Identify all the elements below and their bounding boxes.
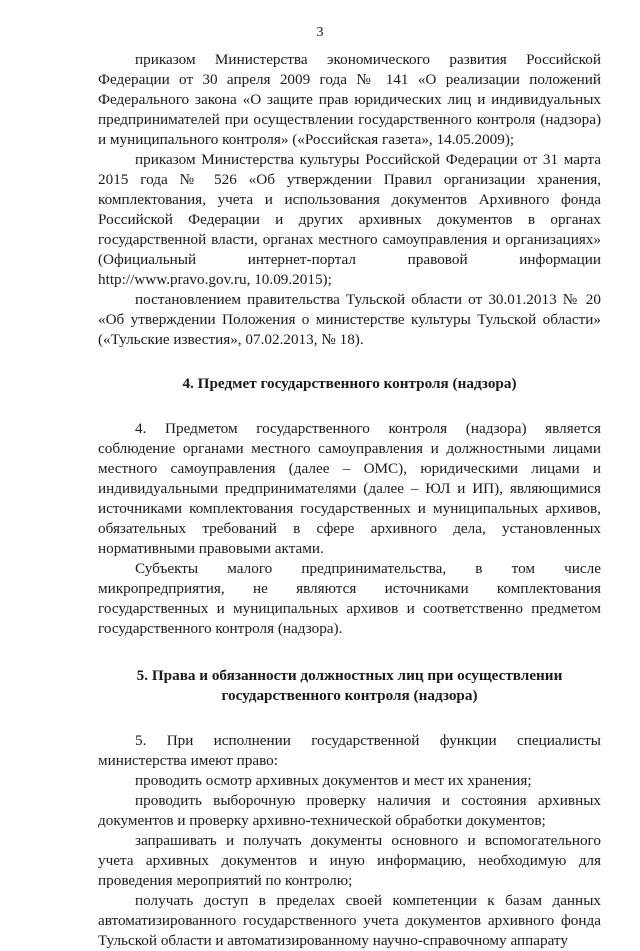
paragraph-right-inspection: проводить осмотр архивных документов и мест их хранения; <box>135 772 532 789</box>
section-5-heading-line-1: 5. Права и обязанности должностных лиц при осуществлении <box>136 667 563 684</box>
section-5-heading-line-2: государственного контроля (надзора) <box>221 687 478 704</box>
paragraph-ministry-culture-order: приказом Министерства культуры Российской Федерации от 31 марта 2015 года № 526 «Об утверждении Правил организации хранения, комплектования, учета и использования документов Архивного фонда Российской Федерации и других архивных документов в органах государственной власти, органах местного самоуправления и организациях» (Официальный интернет-портал правовой информации http://www.pravo.gov.ru, 10.09.2015); <box>98 151 601 288</box>
paragraph-right-request-documents: запрашивать и получать документы основного и вспомогательного учета архивных документов и иную информацию, необходимую для проведения мероприятий по контролю; <box>98 832 601 889</box>
paragraph-small-business-exemption: Субъекты малого предпринимательства, в том числе микропредприятия, не являются источниками комплектования государственных и муниципальных архивов и соответственно предметом государственного контроля (надзора). <box>98 560 601 637</box>
section-4-heading: 4. Предмет государственного контроля (надзора) <box>182 375 517 392</box>
section-5-heading <box>98 666 601 706</box>
paragraph-tula-government-resolution: постановлением правительства Тульской области от 30.01.2013 № 20 «Об утверждении Положения о министерстве культуры Тульской области» («Тульские известия», 07.02.2013, № 18). <box>98 291 601 348</box>
paragraph-specialists-rights: 5. При исполнении государственной функции специалисты министерства имеют право: <box>98 732 601 769</box>
paragraph-right-selective-check: проводить выборочную проверку наличия и состояния архивных документов и проверку архивно-технической обработки документов; <box>98 792 601 829</box>
page-number: 3 <box>316 25 324 40</box>
document-body <box>98 50 601 951</box>
paragraph-subject-of-control: 4. Предметом государственного контроля (надзора) является соблюдение органами местного самоуправления и должностными лицами местного самоуправления (далее – ОМС), юридическими лицами и индивидуальными предпринимателями (далее – ЮЛ и ИП), являющимися источниками комплектования государственных и муниципальных архивов, обязательных требований в сфере архивного дела, установленных нормативными правовыми актами. <box>98 420 601 557</box>
paragraph-right-database-access: получать доступ в пределах своей компетенции к базам данных автоматизированного государственного учета документов архивного фонда Тульской области и автоматизированному научно-справочному аппарату <box>98 892 601 949</box>
paragraph-ministry-economic-order: приказом Министерства экономического развития Российской Федерации от 30 апреля 2009 года № 141 «О реализации положений Федерального закона «О защите прав юридических лиц и индивидуальных предпринимателей при осуществлении государственного контроля (надзора) и муниципального контроля» («Российская газета», 14.05.2009); <box>98 51 601 148</box>
